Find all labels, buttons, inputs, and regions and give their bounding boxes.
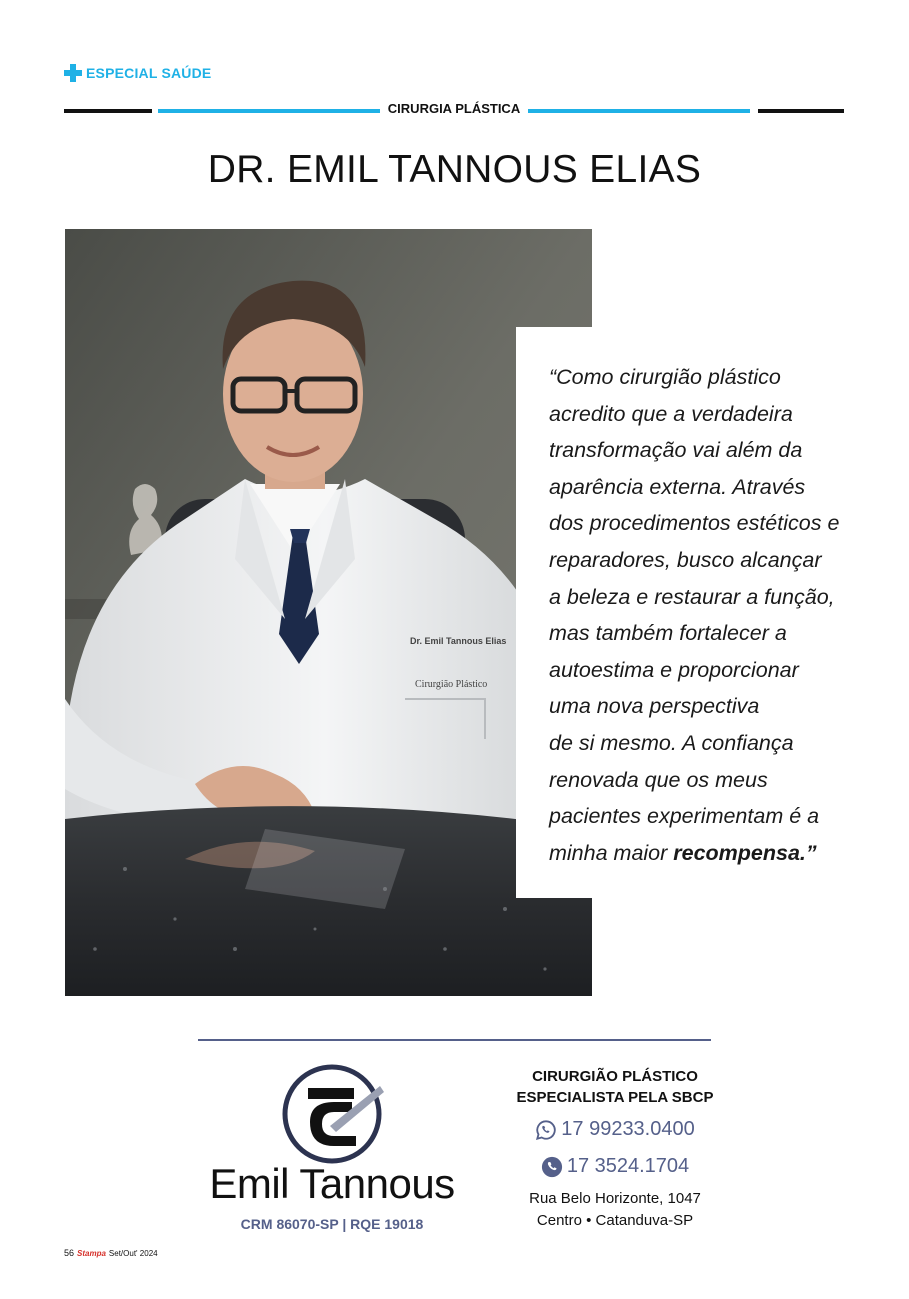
page-folio [64,1248,158,1258]
header-rule-left-black [64,109,152,113]
phone-contact[interactable] [486,1155,744,1178]
whatsapp-number: 17 99233.0400 [561,1118,695,1140]
quote-line: a beleza e restaurar a função, [549,584,835,609]
address-line-2: Centro • Catanduva-SP [536,1212,694,1229]
category-label: CIRURGIA PLÁSTICA [387,101,521,116]
quote-line: pacientes experimentam é a [549,804,820,829]
doctor-portrait-photo [65,229,592,996]
header-rule-right-blue [528,109,750,113]
quote-text [549,359,889,871]
specialty-line-2: ESPECIALISTA PELA SBCP [516,1089,714,1106]
issue-date: Set/Out' 2024 [108,1249,158,1258]
quote-line: mas também fortalecer a [549,621,787,646]
quote-line: “Como cirurgião plástico [549,365,781,389]
brand-logo-icon [280,1062,384,1166]
quote-line: acredito que a verdadeira [549,401,793,426]
header-rule-right-black [758,109,844,113]
phone-number: 17 3524.1704 [566,1155,690,1177]
quote-line: renovada que os meus [549,767,768,792]
section-label: ESPECIAL SAÚDE [86,65,212,81]
phone-icon [541,1156,563,1178]
quote-line: autoestima e proporcionar [549,657,799,682]
credentials: CRM 86070-SP | RQE 19018 [240,1216,424,1232]
quote-line: aparência externa. Através [549,474,806,499]
quote-last-line-prefix: minha maior [549,840,674,865]
brand-name: Emil Tannous [209,1160,455,1207]
specialty-line-1: CIRURGIÃO PLÁSTICO [532,1068,698,1085]
coat-name-label: Dr. Emil Tannous Elias [410,636,507,646]
quote-card [516,327,909,898]
page-number: 56 [64,1248,75,1258]
quote-line: reparadores, busco alcançar [549,547,822,572]
whatsapp-icon [535,1119,557,1141]
header-rule-left-blue [158,109,380,113]
plus-icon [64,64,82,82]
quote-line: transformação vai além da [549,438,803,463]
quote-line: dos procedimentos estéticos e [549,511,840,536]
quote-line: de si mesmo. A confiança [549,730,794,755]
section-tag [64,64,211,82]
coat-title-label: Cirurgião Plástico [415,679,488,690]
quote-last-line [549,835,889,872]
quote-line: uma nova perspectiva [549,694,760,719]
whatsapp-contact[interactable] [486,1118,744,1141]
quote-emphasis: recompensa.” [673,840,817,865]
address-line-1: Rua Belo Horizonte, 1047 [529,1190,701,1207]
magazine-name: Stampa [77,1249,106,1258]
footer-divider [198,1039,711,1041]
page-title: DR. EMIL TANNOUS ELIAS [207,148,702,191]
